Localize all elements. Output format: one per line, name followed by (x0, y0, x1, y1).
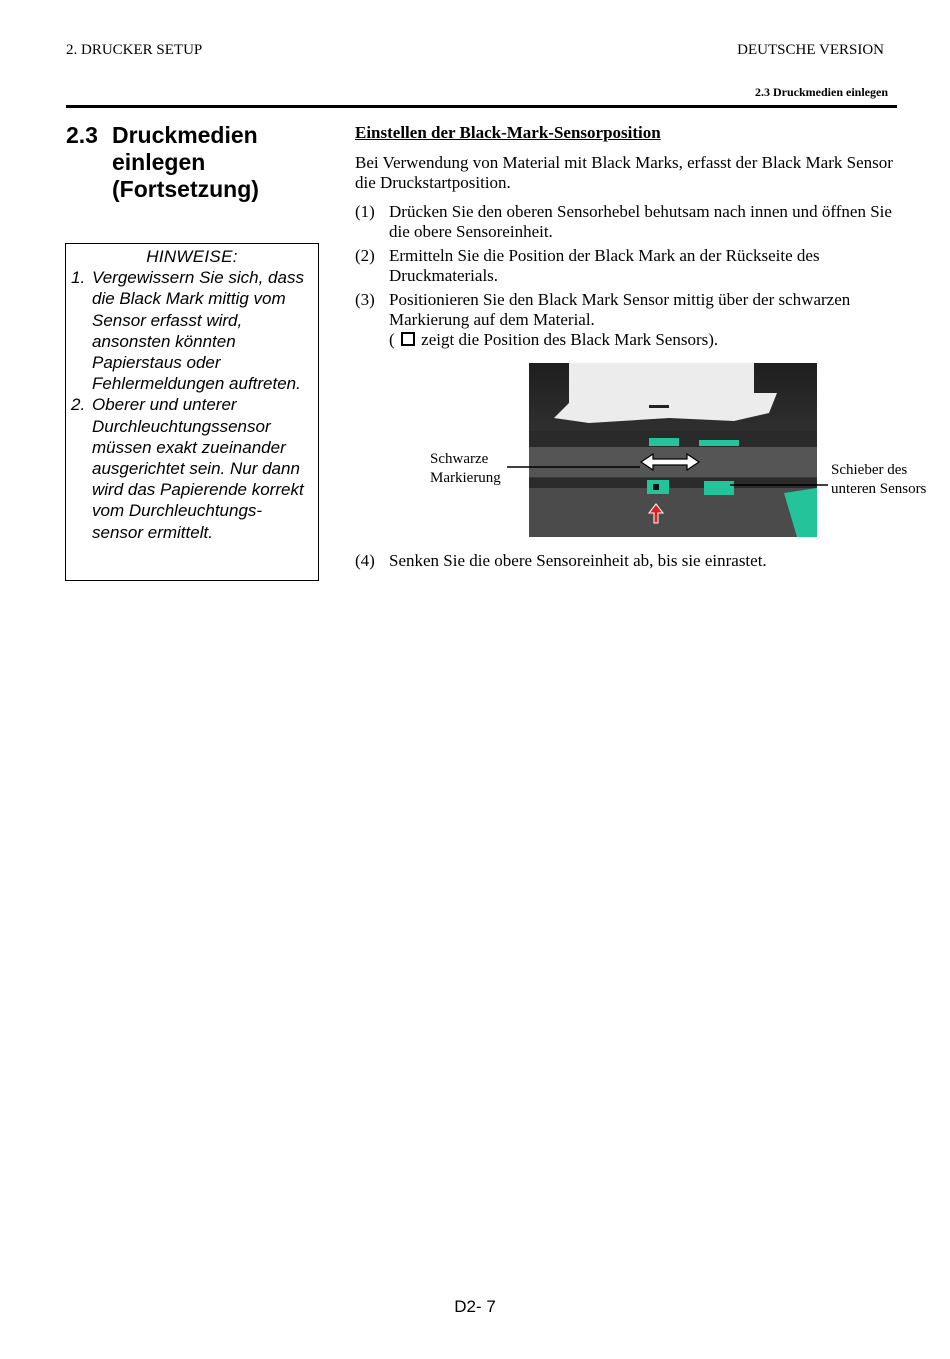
header-chapter: 2. DRUCKER SETUP (66, 42, 203, 58)
note-line: die Black Mark mittig vom (92, 289, 286, 309)
note-line: vom Durchleuchtungs- (92, 501, 263, 521)
printer-illustration (529, 363, 817, 537)
upper-sensor-slider (699, 440, 739, 446)
label-lower-sensor-slider (831, 461, 926, 499)
note-line: ansonsten könnten (92, 331, 236, 351)
subheading: Einstellen der Black-Mark-Sensorposition (355, 123, 661, 142)
step-number: (3) (355, 290, 375, 309)
notes-title: HINWEISE: (146, 247, 238, 266)
page-number: D2- 7 (454, 1297, 496, 1316)
step-text: Senken Sie die obere Sensoreinheit ab, bis sie einrastet. (389, 551, 767, 570)
paper-sheet (554, 363, 777, 423)
section-number: 2.3 (66, 122, 98, 148)
step-number: (2) (355, 246, 375, 265)
step-text: Drücken Sie den oberen Sensorhebel behutsam nach innen und öffnen Sie die obere Sensoreinheit. (389, 202, 892, 241)
step-sub-line (389, 330, 900, 350)
section-title-line: einlegen (112, 149, 206, 175)
label-line: unteren Sensors (831, 481, 927, 497)
note-line: ausgerichtet sein. Nur dann (92, 459, 300, 479)
printer-photo (529, 363, 817, 537)
note-line: Papierstaus oder (92, 353, 221, 373)
label-line: Schwarze (430, 451, 489, 467)
note-line: Oberer und unterer (92, 395, 237, 415)
intro-paragraph: Bei Verwendung von Material mit Black Marks, erfasst der Black Mark Sensor die Druckstartposition. (355, 153, 893, 192)
label-line: Markierung (430, 470, 501, 486)
upper-sensor-part (649, 438, 679, 446)
notes-box (65, 243, 319, 581)
step-item (355, 290, 900, 350)
note-number: 1. (71, 268, 86, 288)
step-item (355, 551, 900, 575)
header-section: 2.3 Druckmedien einlegen (755, 85, 888, 99)
step-text: Ermitteln Sie die Position der Black Mark an der Rückseite des Druckmaterials. (389, 246, 820, 285)
note-line: Durchleuchtungssensor (92, 416, 271, 436)
steps-list (355, 202, 900, 354)
label-line: Schieber des (831, 462, 908, 478)
step-number: (4) (355, 551, 375, 570)
step-text: Positionieren Sie den Black Mark Sensor mittig über der schwarzen Markierung auf dem Material. (389, 290, 851, 329)
note-line: Sensor erfasst wird, (92, 310, 243, 330)
section-title-line: Druckmedien (112, 122, 258, 148)
note-line: wird das Papierende korrekt (92, 480, 304, 500)
step-sub-open: ( (389, 330, 395, 349)
note-item (66, 394, 318, 542)
step-sub-text: zeigt die Position des Black Mark Sensors). (421, 330, 719, 349)
section-title-text (112, 122, 322, 203)
sensor-box-icon (401, 332, 415, 346)
note-line: Vergewissern Sie sich, dass (92, 268, 304, 288)
step-item (355, 202, 900, 242)
step-item (355, 246, 900, 286)
header-version: DEUTSCHE VERSION (737, 42, 884, 58)
header-rule (66, 105, 897, 108)
section-title-line: (Fortsetzung) (112, 176, 259, 202)
notes-list (66, 267, 318, 543)
note-line: sensor ermittelt. (92, 522, 213, 542)
note-line: Fehlermeldungen auftreten. (92, 374, 301, 394)
note-line: müssen exakt zueinander (92, 437, 286, 457)
note-item (66, 267, 318, 394)
note-number: 2. (71, 395, 86, 415)
step-number: (1) (355, 202, 375, 221)
label-black-mark (430, 450, 501, 488)
